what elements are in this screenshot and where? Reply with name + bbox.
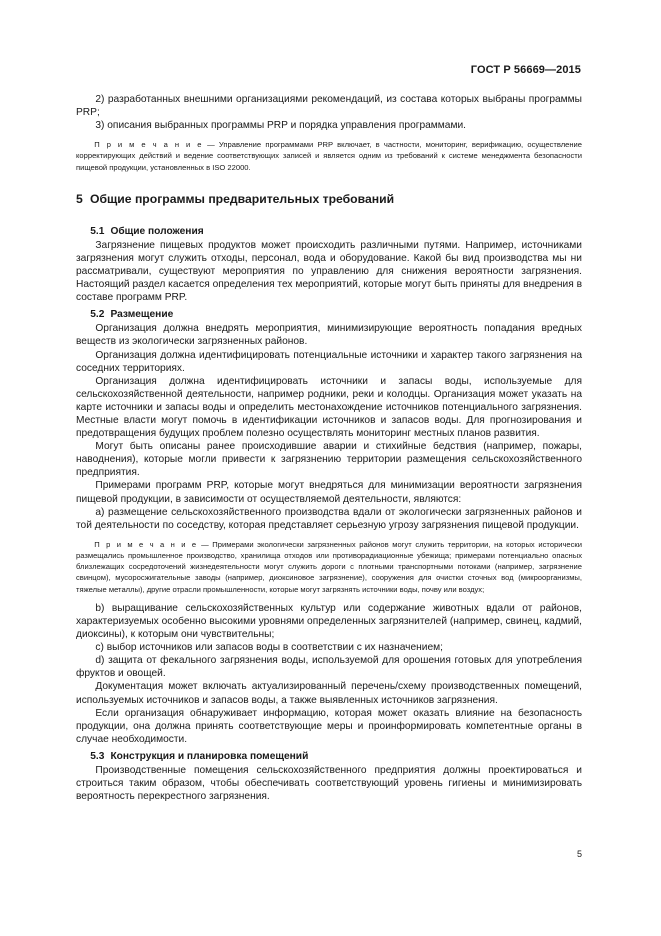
paragraph: Загрязнение пищевых продуктов может происходить различными путями. Например, источниками загрязнения могут служить отходы, персонал, вода и оборудование. Какой бы вид производства мы ни рассматривали, существуют мероприятия по управлению для снижения вероятности загрязнения. Настоящий раздел касается определения тех мероприятий, которые могут быть приняты для внедрения в составе программ PRP. bbox=[76, 239, 582, 304]
list-item-d: d) защита от фекального загрязнения воды, используемой для орошения готовых для употребления фруктов и овощей. bbox=[76, 655, 582, 680]
subsection-number: 5.2 bbox=[90, 309, 105, 321]
page-content bbox=[76, 93, 582, 803]
note-polluted-areas bbox=[76, 539, 582, 595]
list-item-a: a) размещение сельскохозяйственного производства вдали от экологически загрязненных районов и той деятельности по соседству, которая представляет серьезную угрозу загрязнения пищевой продукции. bbox=[76, 506, 582, 531]
subsection-title: Общие положения bbox=[110, 225, 204, 237]
paragraph: Документация может включать актуализированный перечень/схему производственных помещений, используемых источников и запасов воды, а также выявленных источников загрязнения. bbox=[76, 681, 582, 706]
subsection-title: Конструкция и планировка помещений bbox=[110, 750, 309, 762]
note-label: П р и м е ч а н и е bbox=[94, 539, 198, 549]
document-code-header: ГОСТ Р 56669—2015 bbox=[470, 64, 581, 76]
subsection-number: 5.3 bbox=[90, 750, 105, 762]
subsection-number: 5.1 bbox=[90, 225, 105, 237]
paragraph: Примерами программ PRP, которые могут внедряться для минимизации вероятности загрязнения пищевой продукции, в зависимости от осуществляемой деятельности, являются: bbox=[76, 480, 582, 505]
paragraph: Организация должна идентифицировать источники и запасы воды, используемые для сельскохозяйственной деятельности, например родники, реки и колодцы. Организация может указать на карте источники и запасы воды и определить местонахождение источников потенциального загрязнения. Местные власти могут помочь в идентификации источников и запасов воды. Для прогнозирования и предотвращения будущих проблем полезно осуществлять мониторинг местных планов развития. bbox=[76, 375, 582, 440]
subsection-title: Размещение bbox=[110, 309, 174, 321]
page-number: 5 bbox=[577, 849, 583, 859]
list-item-3: 3) описания выбранных программы PRP и порядка управления программами. bbox=[95, 120, 466, 132]
note-text: — Управление программами PRP включает, в частности, мониторинг, верификацию, осуществление корректирующих действий и ведение соответствующих записей и является одним из требований к системе менеджмента безопасности пищевой продукции, установленных в ISO 22000. bbox=[76, 140, 583, 172]
section-number: 5 bbox=[76, 191, 83, 206]
paragraph: Могут быть описаны ранее происходившие аварии и стихийные бедствия (например, пожары, наводнения), которые могли привести к загрязнению территории размещения сельскохозяйственного предприятия. bbox=[76, 441, 582, 479]
subsection-5-1-heading bbox=[76, 225, 582, 239]
section-5-heading bbox=[76, 191, 582, 207]
subsection-5-2-heading bbox=[76, 308, 582, 322]
paragraph: Организация должна внедрять мероприятия, минимизирующие вероятность попадания вредных веществ из экологически загрязненных районов. bbox=[76, 323, 582, 348]
paragraph: Производственные помещения сельскохозяйственного предприятия должны проектироваться и строиться таким образом, чтобы обеспечивать соответствующий уровень гигиены и минимизировать вероятность перекрестного загрязнения. bbox=[76, 764, 582, 803]
section-title: Общие программы предварительных требований bbox=[90, 191, 395, 206]
note-text: — Примерами экологически загрязненных районов могут служить территории, на которых исторически размещались промышленное производство, хранилища отходов или противорадиационные убежища; примерами потенциально опасных близлежащих сосредоточений жизнедеятельности могут служить дороги с плотными транспортными потоками (например, загрязнение свинцом), мусоросжигательные заводы (например, диоксиновое загрязнение), сооружения для очистки сточных вод (микроорганизмы, тяжелые металлы), другие отрасли промышленности, которые могут загрязнять источники воды, почву или воздух; bbox=[76, 539, 582, 594]
list-item-2: 2) разработанных внешними организациями рекомендаций, из состава которых выбраны программы PRP; bbox=[76, 94, 582, 119]
paragraph: Организация должна идентифицировать потенциальные источники и характер такого загрязнения на соседних территориях. bbox=[76, 349, 582, 374]
note-prp-management bbox=[76, 139, 582, 173]
subsection-5-3-heading bbox=[76, 750, 582, 764]
note-label: П р и м е ч а н и е bbox=[94, 140, 203, 150]
list-item-c: c) выбор источников или запасов воды в соответствии с их назначением; bbox=[95, 642, 443, 654]
list-item-b: b) выращивание сельскохозяйственных культур или содержание животных вдали от районов, характеризуемых особенно высокими уровнями определенных загрязнителей (например, свинец, кадмий, диоксины), к которым они чувствительны; bbox=[76, 602, 582, 641]
paragraph: Если организация обнаруживает информацию, которая может оказать влияние на безопасность продукции, она должна принять соответствующие меры и проинформировать компетентные органы в случае необходимости. bbox=[76, 707, 582, 745]
